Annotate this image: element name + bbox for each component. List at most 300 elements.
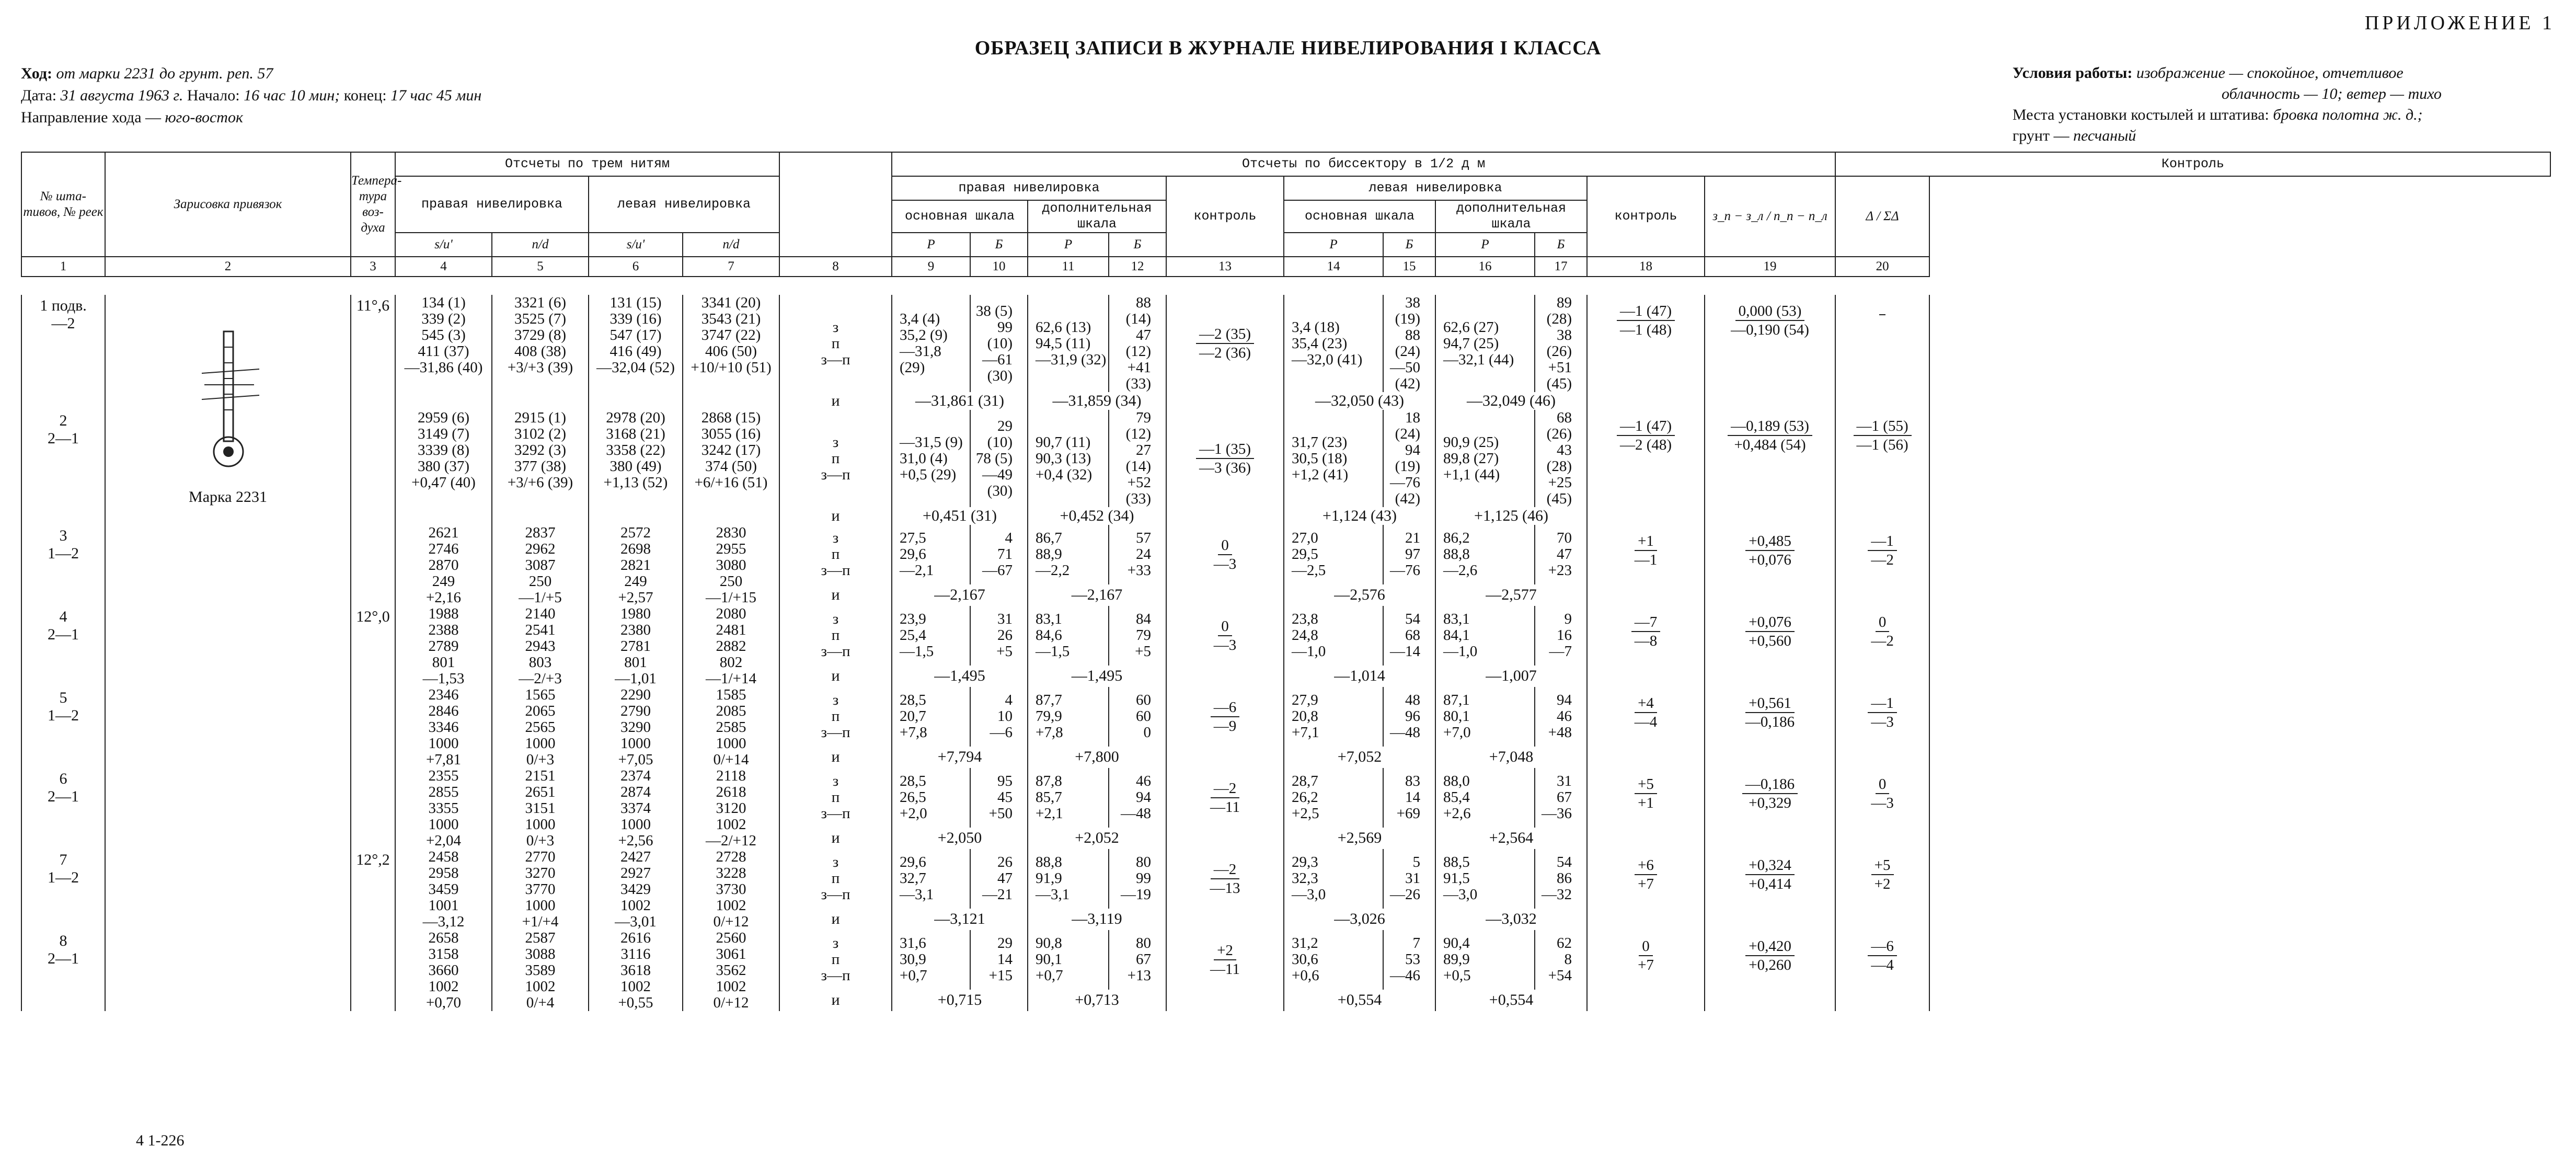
- cell-line: 45: [997, 789, 1013, 806]
- cell-line: +0,4 (32): [1036, 466, 1092, 483]
- sum-left-main: +2,569: [1337, 829, 1382, 847]
- cell-line: —67: [982, 562, 1013, 579]
- sum-right-main: +2,050: [937, 829, 982, 847]
- sum-right-add: +2,052: [1075, 829, 1119, 847]
- cell-line: —32,0 (41): [1292, 351, 1363, 368]
- cell-line: 2458: [428, 848, 459, 865]
- cell-line: —1,5: [1036, 643, 1070, 660]
- fraction: [1871, 775, 1894, 812]
- cell-line: 2151: [525, 767, 556, 784]
- cell-line: 2868 (15): [701, 409, 761, 426]
- column-number: 8: [779, 257, 892, 277]
- fraction-bottom: +0,076: [1749, 552, 1791, 568]
- cell-line: 3543 (21): [701, 311, 761, 327]
- cell-line: 3228: [716, 865, 746, 881]
- sum-left-add: +2,564: [1489, 829, 1534, 847]
- fraction-top: —2: [1211, 779, 1240, 798]
- cell-line: 380 (49): [610, 458, 662, 475]
- benchmark-sketch: [150, 321, 306, 478]
- cell-line: 408 (38): [514, 343, 567, 360]
- cell-line: 46: [1136, 773, 1151, 790]
- places-value-1: бровка полотна ж. д.;: [2273, 106, 2423, 123]
- cell-line: 802: [719, 654, 743, 671]
- cell-line: п: [831, 450, 840, 467]
- cell-line: 3088: [525, 946, 556, 962]
- cell-line: 2846: [428, 703, 459, 719]
- cell-line: 2728: [716, 848, 746, 865]
- cell-line: 1002: [620, 897, 651, 914]
- cell-line: 29,6: [900, 854, 926, 871]
- cell-line: 2821: [620, 557, 651, 573]
- fraction-top: 0: [1218, 617, 1232, 636]
- fraction: [1635, 856, 1657, 893]
- cell-line: +0,7: [900, 967, 927, 984]
- cell-line: +7,8: [900, 724, 927, 741]
- sum-right-add: —31,859 (34): [1052, 392, 1142, 409]
- cell-line: 1000: [428, 816, 459, 833]
- cell-line: 3290: [620, 719, 651, 736]
- three-threads-header: Отсчеты по трем нитям: [395, 152, 779, 176]
- cell-line: —7: [1549, 643, 1572, 660]
- fraction-top: —7: [1631, 613, 1661, 632]
- cell-line: +52 (33): [1125, 474, 1151, 507]
- ground-value: песчаный: [2073, 127, 2136, 144]
- cell-line: 3589: [525, 962, 556, 979]
- fraction-bottom: —3 (36): [1199, 460, 1251, 476]
- fraction: [1210, 779, 1240, 816]
- cell-line: 86,2: [1443, 530, 1470, 547]
- cell-line: +7,1: [1292, 724, 1319, 741]
- cell-line: 2943: [525, 638, 556, 655]
- column-number: 20: [1835, 257, 1929, 277]
- cell-line: 18 (24): [1395, 409, 1420, 442]
- cell-line: з: [832, 692, 839, 709]
- column-number: 1: [21, 257, 105, 277]
- cell-line: з: [832, 773, 839, 790]
- column-number: 14: [1284, 257, 1383, 277]
- cell-line: 26: [997, 627, 1013, 644]
- cell-line: 2698: [620, 541, 651, 557]
- cell-line: —2,5: [1292, 562, 1326, 579]
- cell-line: 3102 (2): [514, 426, 567, 442]
- cell-line: 23,9: [900, 611, 926, 628]
- col-4-su: s/u': [395, 233, 492, 257]
- cell-line: —1,53: [422, 670, 465, 687]
- cell-line: 78 (5): [975, 450, 1013, 467]
- cell-line: з: [832, 318, 839, 336]
- cell-line: 2658: [428, 930, 459, 946]
- cell-line: 27,5: [900, 530, 926, 547]
- cell-line: 28,5: [900, 773, 926, 790]
- fraction-top: +0,076: [1745, 613, 1795, 632]
- cell-line: 38 (5): [975, 302, 1013, 319]
- fraction: [1617, 417, 1675, 454]
- cell-line: 35,4 (23): [1292, 335, 1348, 352]
- fraction: [1638, 937, 1654, 974]
- column-number: 12: [1109, 257, 1166, 277]
- right-main-scale: основная шкала: [892, 200, 1028, 233]
- cell-line: 30,6: [1292, 951, 1318, 968]
- cell-line: +2,57: [618, 589, 653, 606]
- cell-line: +1,2 (41): [1292, 466, 1349, 483]
- col-13-control: контроль: [1166, 176, 1284, 257]
- fraction-bottom: —3: [1871, 795, 1894, 811]
- cell-line: —1/+15: [706, 589, 756, 606]
- column-number: 5: [492, 257, 589, 277]
- cell-line: 3061: [716, 946, 746, 962]
- cell-line: 0/+14: [713, 751, 749, 768]
- cell-line: 99 (10): [987, 318, 1013, 352]
- cell-line: —48: [1121, 805, 1151, 822]
- ground-label: грунт —: [2012, 127, 2069, 144]
- fraction: [1879, 314, 1885, 315]
- col-sketch-header: Зарисовка привязок: [105, 152, 351, 257]
- sum-right-main: —3,121: [934, 910, 985, 928]
- fraction: [1745, 694, 1795, 731]
- cell-line: —19: [1121, 886, 1151, 903]
- cell-line: 83,1: [1036, 611, 1062, 628]
- cell-line: +7,81: [426, 751, 462, 768]
- column-number: 11: [1028, 257, 1109, 277]
- fraction-top: +5: [1635, 775, 1657, 794]
- cell-line: 3729 (8): [514, 327, 567, 343]
- cell-line: 88,8: [1443, 546, 1470, 563]
- cell-line: 86: [1557, 870, 1572, 887]
- cell-line: 62: [1557, 935, 1572, 952]
- cell-line: з—п: [821, 967, 850, 984]
- column-number: 18: [1587, 257, 1705, 277]
- fraction-top: 0: [1218, 536, 1232, 555]
- cell-line: +2,0: [900, 805, 927, 822]
- cell-line: 1002: [716, 978, 746, 995]
- cell-line: +0,5 (29): [900, 466, 957, 483]
- station-number: 8: [59, 932, 67, 949]
- fraction-bottom: +2: [1874, 876, 1891, 892]
- fraction-bottom: —2 (36): [1199, 345, 1251, 361]
- column-number: 19: [1705, 257, 1835, 277]
- cell-line: 2874: [620, 784, 651, 800]
- page-title: ОБРАЗЕЦ ЗАПИСИ В ЖУРНАЛЕ НИВЕЛИРОВАНИЯ I КЛАССА: [974, 37, 1602, 59]
- air-temperature: 12°,2: [356, 851, 390, 868]
- cell-line: 48: [1405, 692, 1420, 709]
- cell-line: 377 (38): [514, 458, 567, 475]
- fraction-bottom: —3: [1213, 636, 1237, 653]
- fraction-bottom: +1: [1638, 795, 1654, 811]
- cell-line: 803: [528, 654, 552, 671]
- cell-line: 1000: [525, 897, 556, 914]
- sum-mark: и: [831, 991, 840, 1009]
- route-value: от марки 2231 до грунт. реп. 57: [56, 65, 273, 82]
- cell-line: +6/+16 (51): [694, 474, 768, 491]
- column-number: 13: [1166, 257, 1284, 277]
- cell-line: 29,6: [900, 546, 926, 563]
- cell-line: 3339 (8): [417, 442, 470, 458]
- cell-line: —36: [1542, 805, 1572, 822]
- cell-line: 2481: [716, 622, 746, 638]
- cell-line: 67: [1557, 789, 1572, 806]
- cell-line: 88,8: [1036, 854, 1062, 871]
- cell-line: 84: [1136, 611, 1151, 628]
- cell-line: 2118: [716, 767, 746, 784]
- cell-line: 4: [1005, 692, 1013, 709]
- fraction: [1731, 302, 1809, 339]
- station-number: 7: [59, 851, 67, 868]
- cell-line: —3,1: [900, 886, 934, 903]
- date-value: 31 августа 1963 г.: [60, 87, 183, 104]
- station-row: [21, 606, 2550, 666]
- station-row: [21, 849, 2550, 909]
- cell-line: 80: [1136, 935, 1151, 952]
- cell-line: —3,0: [1443, 886, 1478, 903]
- rail-pair: 1—2: [48, 545, 79, 562]
- cell-line: 26,2: [1292, 789, 1318, 806]
- fraction-bottom: —2: [1871, 552, 1894, 568]
- cell-line: 86,7: [1036, 530, 1062, 547]
- fraction-bottom: —9: [1213, 717, 1237, 735]
- cell-line: 90,3 (13): [1036, 450, 1091, 467]
- sum-right-add: +0,713: [1075, 991, 1119, 1009]
- cell-line: 88,0: [1443, 773, 1470, 790]
- cell-line: 2541: [525, 622, 556, 638]
- air-temperature: 12°,0: [356, 608, 390, 625]
- cell-line: 2651: [525, 784, 556, 800]
- cell-line: 24: [1136, 546, 1151, 563]
- cell-line: 29,3: [1292, 854, 1318, 871]
- cell-line: 3270: [525, 865, 556, 881]
- cell-line: 2085: [716, 703, 746, 719]
- col-5-nd: n/d: [492, 233, 589, 257]
- cell-line: 60: [1136, 708, 1151, 725]
- cell-line: з—п: [821, 805, 850, 822]
- cell-line: 30,5 (18): [1292, 450, 1348, 467]
- col-11-p: Р: [1028, 233, 1109, 257]
- reading-line: [202, 395, 259, 399]
- fraction-top: —1 (55): [1854, 417, 1912, 436]
- cell-line: 249: [624, 573, 647, 590]
- rail-pair: 2—1: [48, 788, 79, 805]
- cell-line: 28,7: [1292, 773, 1318, 790]
- three-threads-right-lev: правая нивелировка: [395, 176, 589, 233]
- cell-line: 87,8: [1036, 773, 1062, 790]
- cell-line: —31,86 (40): [404, 359, 483, 376]
- fraction-top: 0,000 (53): [1735, 302, 1805, 321]
- cell-line: 5: [1412, 854, 1420, 871]
- cell-line: з—п: [821, 466, 850, 483]
- cell-line: 47 (12): [1125, 327, 1151, 360]
- cell-line: 83: [1405, 773, 1420, 790]
- cell-line: 2870: [428, 557, 459, 573]
- cell-line: 2140: [525, 605, 556, 622]
- fraction: [1742, 775, 1798, 812]
- rail-pair: —2: [51, 315, 75, 332]
- cell-line: 84,1: [1443, 627, 1470, 644]
- cell-line: 249: [432, 573, 455, 590]
- fraction-bottom: +7: [1638, 876, 1654, 892]
- fraction: [1196, 440, 1254, 477]
- bisector-right-lev: правая нивелировка: [892, 176, 1166, 200]
- cell-line: 2621: [428, 524, 459, 541]
- cell-line: 31: [1405, 870, 1420, 887]
- cell-line: 67: [1136, 951, 1151, 968]
- conditions-value-1: изображение — спокойное, отчетливое: [2136, 64, 2404, 82]
- cell-line: +10/+10 (51): [691, 359, 772, 376]
- fraction-top: +1: [1635, 532, 1657, 551]
- benchmark-center: [223, 446, 234, 457]
- fraction-bottom: —3: [1871, 714, 1894, 730]
- cell-line: 31: [997, 611, 1013, 628]
- fraction-top: +0,485: [1745, 532, 1795, 551]
- cell-line: 3080: [716, 557, 746, 573]
- cell-line: 0/+3: [526, 832, 555, 849]
- cell-line: 68: [1405, 627, 1420, 644]
- cell-line: 2080: [716, 605, 746, 622]
- cell-line: 250: [719, 573, 743, 590]
- sum-mark: и: [831, 667, 840, 685]
- cell-line: 2955: [716, 541, 746, 557]
- col-15-b: Б: [1383, 233, 1435, 257]
- cell-line: 79 (12): [1125, 409, 1151, 442]
- cell-line: 3660: [428, 962, 459, 979]
- cell-line: +7,0: [1443, 724, 1471, 741]
- left-main-scale: основная шкала: [1284, 200, 1435, 233]
- cell-line: 31,7 (23): [1292, 433, 1348, 451]
- cell-line: 2790: [620, 703, 651, 719]
- cell-line: 29 (10): [987, 417, 1013, 451]
- sum-left-main: —2,576: [1334, 586, 1385, 604]
- cell-line: 0: [1143, 724, 1151, 741]
- cell-line: з—п: [821, 724, 850, 741]
- cell-line: 7: [1412, 935, 1420, 952]
- cell-line: 2978 (20): [606, 409, 665, 426]
- cell-line: п: [831, 546, 840, 563]
- cell-line: 250: [528, 573, 552, 590]
- cell-line: 14: [1405, 789, 1420, 806]
- cell-line: 89,9: [1443, 951, 1470, 968]
- cell-line: +2,1: [1036, 805, 1063, 822]
- cell-line: 95: [997, 773, 1013, 790]
- fraction: [1871, 856, 1894, 893]
- cell-line: —31,8 (29): [900, 343, 941, 376]
- cell-line: —31,5 (9): [900, 433, 963, 451]
- sum-left-add: —2,577: [1486, 586, 1537, 604]
- cell-line: 3374: [620, 800, 651, 817]
- station-row: [21, 768, 2550, 828]
- cell-line: п: [831, 708, 840, 725]
- cell-line: 3116: [620, 946, 651, 962]
- cell-line: 32,3: [1292, 870, 1318, 887]
- fraction: [1214, 536, 1237, 573]
- cell-line: з: [832, 530, 839, 547]
- column-number: 17: [1535, 257, 1587, 277]
- station-row: [21, 410, 2550, 507]
- cell-line: 80: [1136, 854, 1151, 871]
- cell-line: 87,1: [1443, 692, 1470, 709]
- cell-line: 57: [1136, 530, 1151, 547]
- cell-line: 23,8: [1292, 611, 1318, 628]
- cell-line: 1980: [620, 605, 651, 622]
- cell-line: —6: [990, 724, 1013, 741]
- cell-line: +13: [1127, 967, 1151, 984]
- column-number: 4: [395, 257, 492, 277]
- cell-line: 1000: [525, 735, 556, 752]
- header-gap-row: [21, 277, 2550, 295]
- column-number: 16: [1435, 257, 1535, 277]
- column-numbers-row: [21, 257, 2550, 277]
- cell-line: 88 (24): [1395, 327, 1420, 360]
- cell-line: 71: [997, 546, 1013, 563]
- conditions-value-2: облачность — 10; ветер — тихо: [2222, 85, 2442, 102]
- reading-line: [202, 369, 259, 373]
- cell-line: 1002: [525, 978, 556, 995]
- fraction-bottom: —4: [1871, 957, 1894, 973]
- cell-line: 2616: [620, 930, 651, 946]
- cell-line: 87,7: [1036, 692, 1062, 709]
- cell-line: 3,4 (4): [900, 311, 940, 327]
- col-14-p: Р: [1284, 233, 1383, 257]
- cell-line: 374 (50): [705, 458, 757, 475]
- cell-line: з: [832, 854, 839, 871]
- three-threads-left-lev: левая нивелировка: [589, 176, 779, 233]
- cell-line: 3429: [620, 881, 651, 898]
- cell-line: 68 (26): [1546, 409, 1572, 442]
- cell-line: 1000: [620, 735, 651, 752]
- cell-line: 3,4 (18): [1292, 318, 1340, 336]
- cell-line: 131 (15): [610, 294, 662, 311]
- col-stations-header: № шта- тивов, № реек: [21, 152, 105, 257]
- cell-line: +0,5: [1443, 967, 1471, 984]
- fraction-bottom: +0,260: [1749, 957, 1791, 973]
- sum-right-add: —1,495: [1071, 667, 1123, 685]
- cell-line: 406 (50): [705, 343, 757, 360]
- fraction-top: —1 (47): [1617, 302, 1675, 321]
- col-12-b: Б: [1109, 233, 1166, 257]
- fraction: [1631, 613, 1661, 650]
- fraction-top: —2: [1211, 861, 1240, 879]
- cell-line: —3,12: [422, 913, 465, 930]
- cell-line: —14: [1390, 643, 1420, 660]
- station-number: 2: [59, 412, 67, 429]
- sum-right-main: —2,167: [934, 586, 985, 604]
- route-label: Ход:: [21, 65, 53, 82]
- cell-line: 30,9: [900, 951, 926, 968]
- cell-line: п: [831, 951, 840, 968]
- fraction-bottom: —11: [1210, 798, 1240, 816]
- table-body: [21, 277, 2550, 1011]
- sum-right-add: —2,167: [1071, 586, 1123, 604]
- cell-line: 801: [432, 654, 455, 671]
- cell-line: 2958: [428, 865, 459, 881]
- fraction-bottom: +0,329: [1749, 795, 1791, 811]
- fraction-bottom: —4: [1634, 714, 1658, 730]
- column-number: 3: [351, 257, 395, 277]
- cell-line: 339 (16): [610, 311, 662, 327]
- cell-line: —3,0: [1292, 886, 1326, 903]
- station-number: 1 подв.: [40, 297, 87, 314]
- fraction-top: —2 (35): [1196, 325, 1254, 344]
- cell-line: 0/+12: [713, 913, 749, 930]
- sum-right-add: +7,800: [1075, 748, 1119, 766]
- cell-line: 62,6 (27): [1443, 318, 1499, 336]
- column-number: 2: [105, 257, 351, 277]
- cell-line: 20,8: [1292, 708, 1318, 725]
- cell-line: 3346: [428, 719, 459, 736]
- column-number: 6: [589, 257, 683, 277]
- fraction: [1868, 694, 1897, 731]
- cell-line: 2585: [716, 719, 746, 736]
- cell-line: +0,55: [618, 994, 653, 1011]
- cell-line: 2065: [525, 703, 556, 719]
- fraction-top: —6: [1868, 937, 1897, 956]
